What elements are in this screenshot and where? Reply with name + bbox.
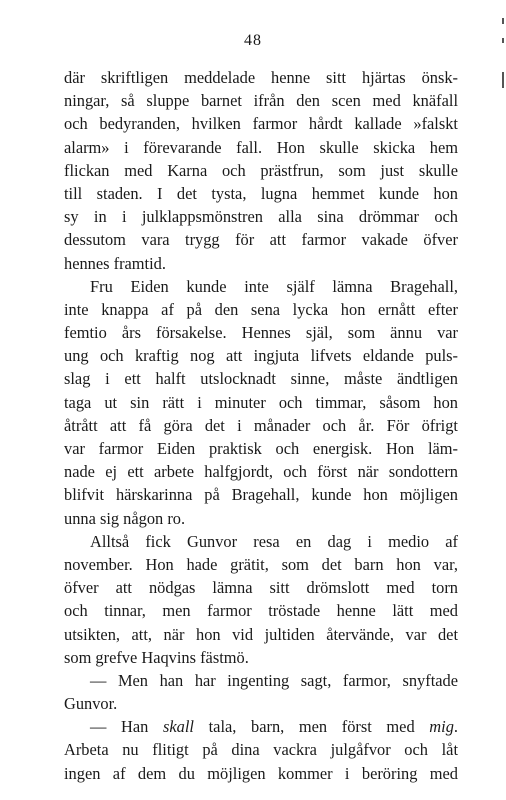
- text-line: Gunvor.: [64, 694, 118, 714]
- emphasized-word: skall: [163, 717, 194, 737]
- text-line: var farmor Eiden praktisk och energisk. Hon läm-: [64, 439, 458, 458]
- text-line: hennes framtid.: [64, 253, 166, 273]
- text-run: .: [453, 717, 458, 737]
- text-line: unna sig någon ro.: [64, 508, 186, 528]
- right-edge-mark: [502, 72, 504, 88]
- page-number: 48: [244, 32, 262, 49]
- text-line: nade ej ett arbete halfgjordt, och först när sondottern: [64, 462, 458, 482]
- text-line: ningar, så sluppe barnet ifrån den scen med knäfall: [64, 91, 458, 111]
- text-line: [64, 715, 458, 738]
- text-line: november. Hon hade grätit, som det barn hon var,: [64, 554, 458, 574]
- text-line: sy in i julklappsmönstren alla sina drömmar och: [64, 207, 458, 227]
- text-line: till staden. I det tysta, lugna hemmet kunde hon: [64, 183, 458, 203]
- page-text: [64, 66, 458, 785]
- text-line: flickan med Karna och prästfrun, som just skulle: [64, 160, 458, 180]
- text-line: åtrått att få göra det i månader och år. För öfrigt: [64, 415, 458, 435]
- text-line: där skriftligen meddelade henne sitt hjärtas önsk-: [64, 68, 458, 87]
- text-line: som grefve Haqvins fästmö.: [64, 647, 249, 667]
- right-edge-mark: [502, 38, 504, 43]
- text-line: taga ut sin rätt i minuter och timmar, såsom hon: [64, 392, 458, 412]
- text-line: Alltså fick Gunvor resa en dag i medio af: [90, 531, 458, 551]
- text-line: utsikten, att, när hon vid jultiden återvände, var det: [64, 624, 458, 644]
- right-edge-mark: [502, 18, 504, 24]
- text-line: och bedyranden, hvilken farmor hårdt kallade »falskt: [64, 114, 458, 134]
- text-line: öfver att nödgas lämna sitt drömslott med torn: [64, 578, 458, 598]
- text-line: femtio års försakelse. Hennes själ, som ännu var: [64, 323, 458, 343]
- emphasized-word: mig: [429, 717, 454, 737]
- text-line: ingen af dem du möjligen kommer i beröring med: [64, 763, 458, 783]
- text-line: alarm» i förevarande fall. Hon skulle skicka hem: [64, 137, 458, 157]
- text-line: — Men han har ingenting sagt, farmor, snyftade: [90, 670, 458, 690]
- text-run: tala, barn, men först med: [193, 717, 430, 737]
- text-run: — Han: [90, 717, 163, 737]
- text-line: Arbeta nu flitigt på dina vackra julgåfvor och låt: [64, 740, 458, 760]
- text-line: inte knappa af på den sena lycka hon ernått efter: [64, 299, 458, 319]
- text-line: Fru Eiden kunde inte själf lämna Bragehall,: [90, 276, 458, 296]
- text-line: blifvit härskarinna på Bragehall, kunde hon möjligen: [64, 485, 458, 505]
- text-line: dessutom vara trygg för att farmor vakade öfver: [64, 230, 458, 250]
- text-line: och tinnar, men farmor tröstade henne lätt med: [64, 601, 458, 621]
- text-line: ung och kraftig nog att ingjuta lifvets eldande puls-: [64, 346, 458, 366]
- text-line: slag i ett halft utslocknadt sinne, måste ändtligen: [64, 369, 458, 389]
